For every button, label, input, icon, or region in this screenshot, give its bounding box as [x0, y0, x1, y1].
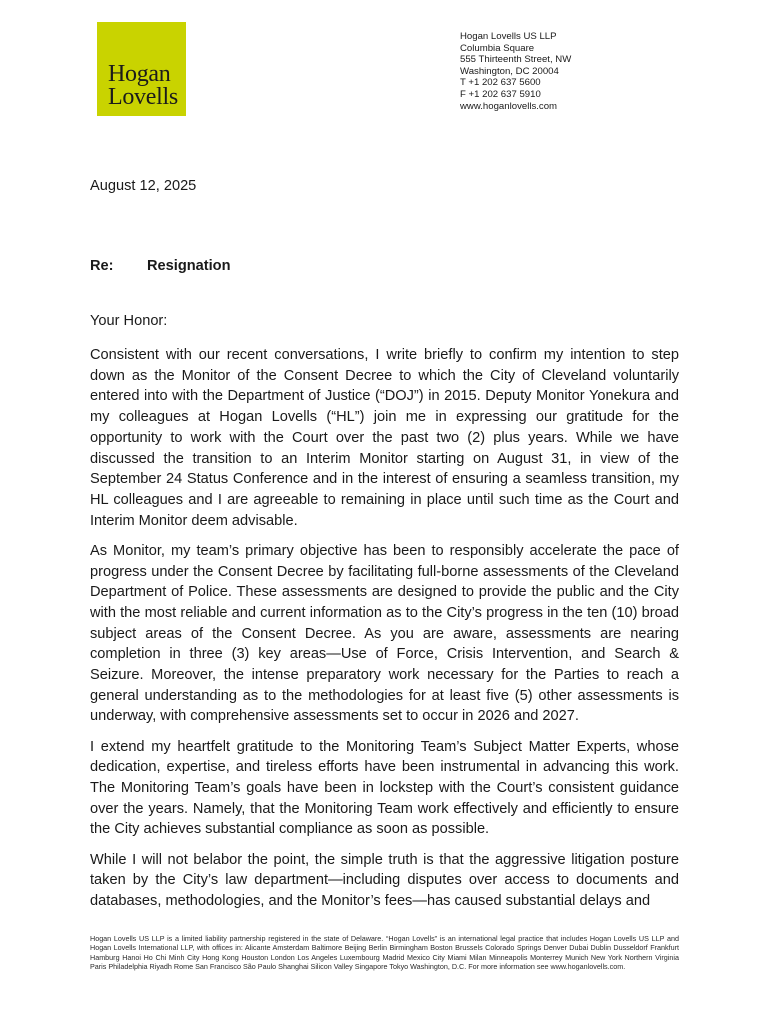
address-street: 555 Thirteenth Street, NW — [460, 54, 572, 66]
subject-text: Resignation — [147, 258, 231, 274]
address-telephone: T +1 202 637 5600 — [460, 77, 541, 89]
logo-wordmark — [108, 63, 178, 109]
address-building: Columbia Square — [460, 42, 535, 54]
logo-line-1: Hogan — [108, 61, 171, 87]
body-paragraph-4: While I will not belabor the point, the simple truth is that the aggressive litigation posture taken by the City’s law department—including disputes over access to documents and databases, methodologies, and the Monitor’s fees—has caused substantial delays and — [90, 851, 679, 910]
subject-label: Re: — [90, 258, 114, 274]
salutation: Your Honor: — [90, 313, 168, 329]
letterhead-address — [460, 31, 571, 112]
firm-logo — [97, 22, 186, 116]
address-city: Washington, DC 20004 — [460, 65, 559, 77]
subject-line — [90, 258, 231, 274]
legal-footer: Hogan Lovells US LLP is a limited liability partnership registered in the state of Delaware. “Hogan Lovells” is an international legal practice that includes Hogan Lovells US LLP and Hogan Lovells International LLP, with offices in: Alicante Amsterdam Baltimore Beijing Berlin Birmingham Boston Brussels Colorado Springs Denver Dubai Dublin Dusseldorf Frankfurt Hamburg Hanoi Ho Chi Minh City Hong Kong Houston London Los Angeles Luxembourg Madrid Mexico City Miami Milan Minneapolis Monterrey Munich New York Northern Virginia Paris Philadelphia Riyadh Rome San Francisco São Paulo Shanghai Silicon Valley Singapore Tokyo Washington, D.C. For more information see www.hoganlovells.com. — [90, 934, 679, 972]
address-fax: F +1 202 637 5910 — [460, 88, 541, 100]
body-paragraph-1: Consistent with our recent conversations, I write briefly to confirm my intention to step down as the Monitor of the Consent Decree to which the City of Cleveland voluntarily entered into with the Department of Justice (“DOJ”) in 2015. Deputy Monitor Yonekura and my colleagues at Hogan Lovells (“HL”) join me in expressing our gratitude for the opportunity to work with the Court over the past two (2) plus years. While we have discussed the transition to an Interim Monitor starting on August 31, in view of the September 24 Status Conference and in the interest of ensuring a seamless transition, my HL colleagues and I are agreeable to remaining in place until such time as the Court and Interim Monitor deem advisable. — [90, 347, 679, 529]
letter-body — [90, 345, 679, 921]
letter-date: August 12, 2025 — [90, 178, 197, 194]
address-firm-name: Hogan Lovells US LLP — [460, 31, 557, 42]
address-website: www.hoganlovells.com — [460, 100, 558, 112]
logo-line-2: Lovells — [108, 84, 178, 110]
body-paragraph-3: I extend my heartfelt gratitude to the Monitoring Team’s Subject Matter Experts, whose dedication, expertise, and tireless efforts have been instrumental in advancing this work. The Monitoring Team’s goals have been in lockstep with the Court’s consistent guidance over the years. Namely, that the Monitoring Team work effectively and efficiently to ensure the City achieves substantial compliance as soon as possible. — [90, 738, 679, 838]
body-paragraph-2: As Monitor, my team’s primary objective has been to responsibly accelerate the pace of progress under the Consent Decree by facilitating full-borne assessments of the Cleveland Department of Police. These assessments are designed to provide the public and the City with the most reliable and current information as to the City’s progress in the ten (10) broad subject areas of the Consent Decree. As you are aware, assessments are nearing completion in three (3) key areas—Use of Force, Crisis Intervention, and Search & Seizure. Moreover, the intense preparatory work necessary for the Parties to reach a general understanding as to the methodologies for at least five (5) other assessments is underway, with comprehensive assessments set to occur in 2026 and 2027. — [90, 542, 679, 725]
